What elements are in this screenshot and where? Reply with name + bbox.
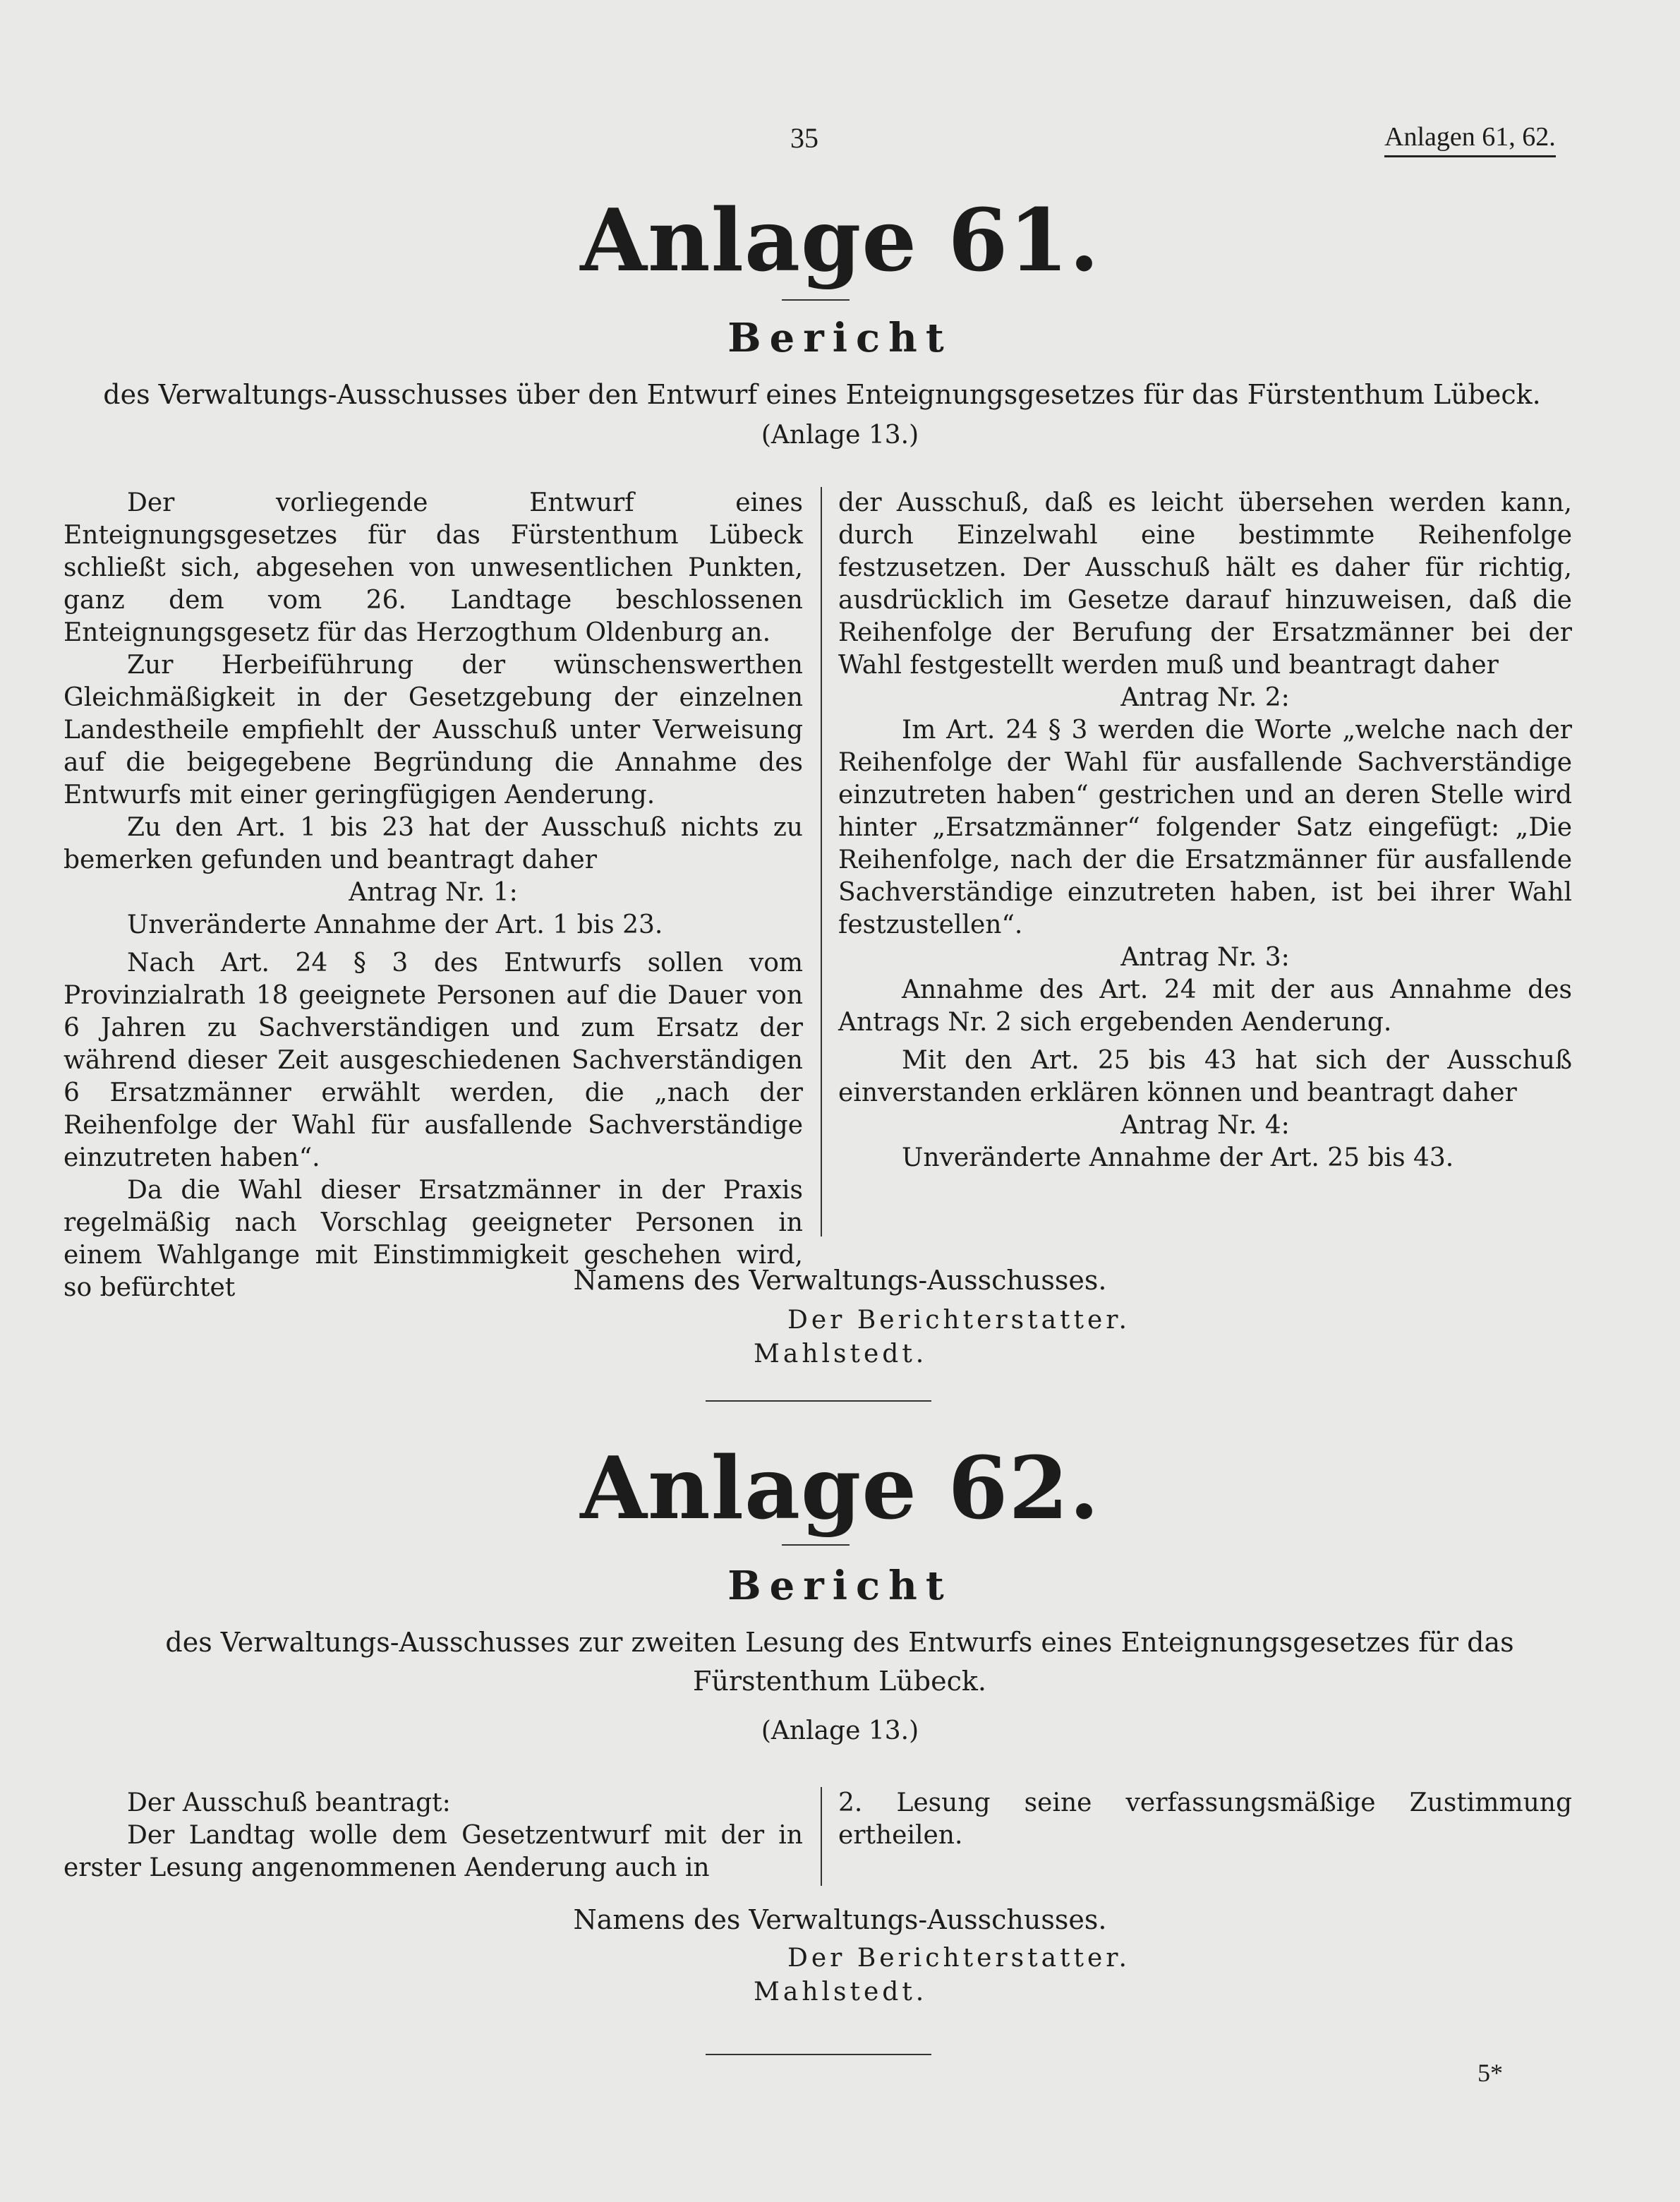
paragraph: Zur Herbeiführung der wünschenswerthen Gleichmäßigkeit in der Gesetzgebung der einzelnen Landestheile empfiehlt der Ausschuß unter Verweisung auf die beigegebene Begründung die Annahme des Entwurfs mit einer geringfügigen Aenderung. bbox=[64, 651, 803, 810]
anlage-61-subtitle: des Verwaltungs-Ausschusses über den Entwurf eines Enteignungsgesetzes für das Fürstenthum Lübeck. bbox=[103, 379, 1541, 410]
paragraph: Da die Wahl dieser Ersatzmänner in der Praxis regelmäßig nach Vorschlag geeigneter Personen in einem Wahlgange mit Einstimmigkeit geschehen wird, so befürchtet bbox=[64, 1176, 803, 1302]
anlage-62-left-column bbox=[64, 1787, 803, 1884]
anlage-61-reporter-name: Mahlstedt. bbox=[754, 1340, 928, 1368]
anlage-61-right-column bbox=[838, 487, 1572, 1174]
antrag-heading: Antrag Nr. 1: bbox=[349, 878, 518, 907]
running-header: Anlagen 61, 62. bbox=[1384, 121, 1556, 157]
antrag-heading: Antrag Nr. 2: bbox=[1120, 683, 1290, 712]
column-divider bbox=[821, 1787, 822, 1886]
anlage-62-bericht-heading: Bericht bbox=[727, 1563, 953, 1609]
signature-mark: 5* bbox=[1477, 2059, 1503, 2087]
anlage-61-reporter-label: Der Berichterstatter. bbox=[787, 1306, 1130, 1335]
paragraph: Der vorliegende Entwurf eines Enteignungsgesetzes für das Fürstenthum Lübeck schließt sich, abgesehen von unwesentlichen Punkten, ganz dem vom 26. Landtage beschlossenen Enteignungsgesetz für das Herzogthum Oldenburg an. bbox=[64, 488, 803, 647]
antrag-heading: Antrag Nr. 4: bbox=[1120, 1111, 1290, 1140]
antrag-heading: Antrag Nr. 3: bbox=[1120, 943, 1290, 972]
anlage-62-signature-line: Namens des Verwaltungs-Ausschusses. bbox=[573, 1904, 1107, 1935]
paragraph: Mit den Art. 25 bis 43 hat sich der Ausschuß einverstanden erklären können und beantragt daher bbox=[838, 1046, 1572, 1107]
paragraph: Der Ausschuß beantragt: bbox=[127, 1788, 451, 1817]
paragraph: der Ausschuß, daß es leicht übersehen werden kann, durch Einzelwahl eine bestimmte Reihenfolge festzusetzen. Der Ausschuß hält es daher für richtig, ausdrücklich im Gesetze darauf hinzuweisen, daß die Reihenfolge der Berufung der Ersatzmänner bei der Wahl festgestellt werden muß und beantragt daher bbox=[838, 488, 1572, 680]
anlage-61-title: Anlage 61. bbox=[580, 189, 1100, 291]
anlage-61-reference: (Anlage 13.) bbox=[761, 421, 919, 450]
paragraph: Der Landtag wolle dem Gesetzentwurf mit der in erster Lesung angenommenen Aenderung auch in bbox=[64, 1821, 803, 1882]
anlage-62-title: Anlage 62. bbox=[580, 1437, 1100, 1539]
column-divider bbox=[821, 487, 822, 1237]
anlage-61-bericht-heading: Bericht bbox=[727, 315, 953, 361]
paragraph: Zu den Art. 1 bis 23 hat der Ausschuß nichts zu bemerken gefunden und beantragt daher bbox=[64, 813, 803, 874]
antrag-text: Unveränderte Annahme der Art. 25 bis 43. bbox=[902, 1143, 1454, 1172]
section-rule bbox=[706, 2054, 931, 2055]
anlage-62-reporter-name: Mahlstedt. bbox=[754, 1978, 928, 2007]
antrag-text: Annahme des Art. 24 mit der aus Annahme des Antrags Nr. 2 sich ergebenden Aenderung. bbox=[838, 975, 1572, 1037]
section-rule bbox=[706, 1400, 931, 1402]
anlage-62-reporter-label: Der Berichterstatter. bbox=[787, 1944, 1130, 1973]
paragraph: 2. Lesung seine verfassungsmäßige Zustimmung ertheilen. bbox=[838, 1788, 1572, 1850]
antrag-text: Im Art. 24 § 3 werden die Worte „welche nach der Reihenfolge der Wahl für ausfallende Sachverständige einzutreten haben“ gestrichen und an deren Stelle wird hinter „Ersatzmänner“ folgender Satz eingefügt: „Die Reihenfolge, nach der die Ersatzmänner für ausfallende Sachverständige einzutreten haben, ist bei ihrer Wahl festzustellen“. bbox=[838, 716, 1572, 939]
title-rule bbox=[782, 299, 850, 301]
page-number: 35 bbox=[790, 122, 818, 154]
anlage-62-right-column bbox=[838, 1787, 1572, 1852]
antrag-text: Unveränderte Annahme der Art. 1 bis 23. bbox=[127, 910, 663, 939]
paragraph: Nach Art. 24 § 3 des Entwurfs sollen vom Provinzialrath 18 geeignete Personen auf die Dauer von 6 Jahren zu Sachverständigen und zum Ersatz der während dieser Zeit ausgeschiedenen Sachverständigen 6 Ersatzmänner erwählt werden, die „nach der Reihenfolge der Wahl für ausfallende Sachverständige einzutreten haben“. bbox=[64, 949, 803, 1172]
anlage-62-reference: (Anlage 13.) bbox=[761, 1716, 919, 1745]
title-rule bbox=[782, 1544, 850, 1546]
anlage-62-subtitle: des Verwaltungs-Ausschusses zur zweiten Lesung des Entwurfs eines Enteignungsgesetzes für das Fürstenthum Lübeck. bbox=[165, 1627, 1514, 1697]
anlage-61-signature-line: Namens des Verwaltungs-Ausschusses. bbox=[573, 1265, 1107, 1296]
anlage-61-left-column bbox=[64, 487, 803, 1304]
